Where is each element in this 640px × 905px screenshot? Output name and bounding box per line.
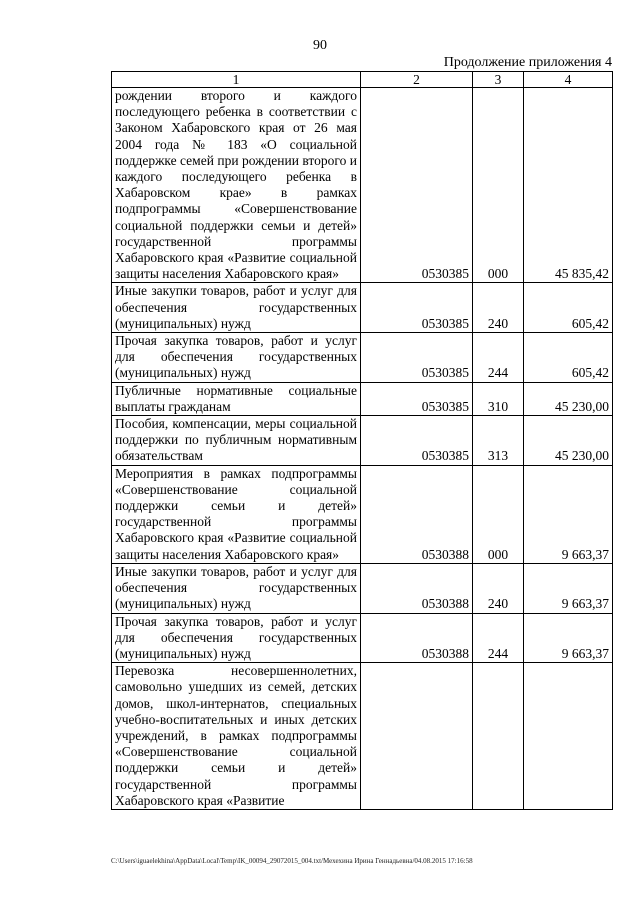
row-type: 244 [473,613,524,663]
table-row [112,283,613,333]
row-amount: 9 663,37 [524,613,613,663]
row-type: 000 [473,465,524,563]
row-code: 0530385 [361,382,473,415]
row-amount: 9 663,37 [524,465,613,563]
column-header-1: 1 [112,72,361,88]
row-amount: 605,42 [524,333,613,383]
row-name: рождении второго и каждого последующего ребенка в соответствии с Законом Хабаровского края от 26 мая 2004 года № 183 «О социальной поддержке семей при рождении второго и каждого последующего ребенка в Хабаровском крае» в рамках подпрограммы «Совершенствование социальной поддержки семьи и детей» государственной программы Хабаровского края «Развитие социальной защиты населения Хабаровского края» [112,88,361,283]
row-name: Публичные нормативные социальные выплаты гражданам [112,382,361,415]
row-code: 0530388 [361,563,473,613]
row-type [473,663,524,810]
table-row [112,382,613,415]
row-name: Мероприятия в рамках подпрограммы «Совершенствование социальной поддержки семьи и детей» государственной программы Хабаровского края «Развитие социальной защиты населения Хабаровского края» [112,465,361,563]
budget-table [111,71,613,810]
row-code: 0530385 [361,88,473,283]
table-header-row [112,72,613,88]
file-path-footer: C:\Users\iguaelekhina\AppData\Local\Temp\IK_00094_29072015_004.txt/Мехехина Ирина Геннадьевна/04.08.2015 17:16:58 [111,857,473,865]
row-name: Иные закупки товаров, работ и услуг для обеспечения государственных (муниципальных) нужд [112,563,361,613]
row-code: 0530388 [361,613,473,663]
row-code [361,663,473,810]
row-amount: 45 230,00 [524,416,613,466]
row-amount: 9 663,37 [524,563,613,613]
row-amount [524,663,613,810]
row-type: 000 [473,88,524,283]
row-type: 313 [473,416,524,466]
table-row [112,563,613,613]
row-type: 244 [473,333,524,383]
table-row [112,465,613,563]
row-type: 240 [473,563,524,613]
row-type: 310 [473,382,524,415]
row-name: Перевозка несовершеннолетних, самовольно ушедших из семей, детских домов, школ-интернатов, специальных учебно-воспитательных и иных детских учреждений, в рамках подпрограммы «Совершенствование социальной поддержки семьи и детей» государственной программы Хабаровского края «Развитие [112,663,361,810]
row-type: 240 [473,283,524,333]
table-row [112,88,613,283]
row-code: 0530388 [361,465,473,563]
table-row [112,416,613,466]
row-amount: 45 835,42 [524,88,613,283]
table-row [112,613,613,663]
column-header-4: 4 [524,72,613,88]
row-name: Прочая закупка товаров, работ и услуг для обеспечения государственных (муниципальных) нужд [112,333,361,383]
table-row [112,333,613,383]
row-code: 0530385 [361,416,473,466]
row-amount: 45 230,00 [524,382,613,415]
row-code: 0530385 [361,333,473,383]
row-amount: 605,42 [524,283,613,333]
row-name: Прочая закупка товаров, работ и услуг для обеспечения государственных (муниципальных) нужд [112,613,361,663]
page-number: 90 [313,38,327,53]
row-code: 0530385 [361,283,473,333]
continuation-label: Продолжение приложения 4 [443,55,612,70]
table-row [112,663,613,810]
column-header-2: 2 [361,72,473,88]
row-name: Иные закупки товаров, работ и услуг для обеспечения государственных (муниципальных) нужд [112,283,361,333]
column-header-3: 3 [473,72,524,88]
row-name: Пособия, компенсации, меры социальной поддержки по публичным нормативным обязательствам [112,416,361,466]
